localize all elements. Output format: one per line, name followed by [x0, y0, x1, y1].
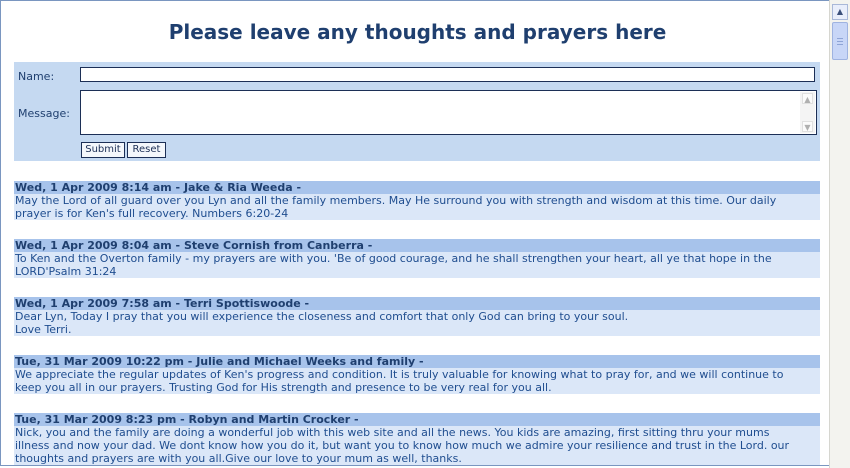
scroll-down-icon[interactable]: ▼	[802, 121, 813, 132]
grip-line	[837, 41, 843, 42]
message-scrollbar[interactable]	[800, 92, 815, 133]
message-label: Message:	[18, 107, 70, 120]
guestbook-entry	[14, 355, 820, 394]
message-textarea[interactable]	[80, 90, 817, 135]
entry-message: Dear Lyn, Today I pray that you will experience the closeness and comfort that only God can bring to your soul. Love Terri.	[14, 310, 820, 336]
guestbook-entry	[14, 297, 820, 336]
entry-header: Wed, 1 Apr 2009 8:14 am - Jake & Ria Weeda -	[14, 181, 820, 194]
entry-message: To Ken and the Overton family - my prayers are with you. 'Be of good courage, and he shall strengthen your heart, all ye that hope in the LORD'Psalm 31:24	[14, 252, 820, 278]
entry-message: We appreciate the regular updates of Ken's progress and condition. It is truly valuable for knowing what to pray for, and we will continue to keep you all in our prayers. Trusting God for His strength and presence to be very real for you all.	[14, 368, 820, 394]
name-input[interactable]	[80, 67, 815, 82]
grip-line	[837, 44, 843, 45]
guestbook-entry	[14, 413, 820, 465]
entry-header: Wed, 1 Apr 2009 7:58 am - Terri Spottiswoode -	[14, 297, 820, 310]
entry-header: Wed, 1 Apr 2009 8:04 am - Steve Cornish from Canberra -	[14, 239, 820, 252]
entry-message: Nick, you and the family are doing a wonderful job with this web site and all the news. You kids are amazing, first sitting thru your mums illness and now your dad. We dont know how you do it, but want you to know how much we admire your resilience and trust in the Lord. our thoughts and prayers are with you all.Give our love to your mum as well, thanks.	[14, 426, 820, 465]
entry-message: May the Lord of all guard over you Lyn and all the family members. May He surround you with strength and wisdom at this time. Our daily prayer is for Ken's full recovery. Numbers 6:20-24	[14, 194, 820, 220]
scrollbar-thumb[interactable]	[832, 22, 848, 60]
guestbook-entry	[14, 181, 820, 220]
submit-button[interactable]: Submit	[81, 142, 125, 158]
page-title: Please leave any thoughts and prayers here	[168, 20, 667, 44]
page-scrollbar[interactable]	[829, 0, 850, 468]
name-label: Name:	[18, 70, 55, 83]
arrow-up-icon[interactable]: ▲	[832, 4, 848, 20]
entry-header: Tue, 31 Mar 2009 8:23 pm - Robyn and Martin Crocker -	[14, 413, 820, 426]
message-form	[14, 62, 820, 161]
scroll-up-icon[interactable]: ▲	[802, 93, 813, 104]
grip-line	[837, 38, 843, 39]
reset-button[interactable]: Reset	[127, 142, 166, 158]
guestbook-entry	[14, 239, 820, 278]
entry-header: Tue, 31 Mar 2009 10:22 pm - Julie and Michael Weeks and family -	[14, 355, 820, 368]
